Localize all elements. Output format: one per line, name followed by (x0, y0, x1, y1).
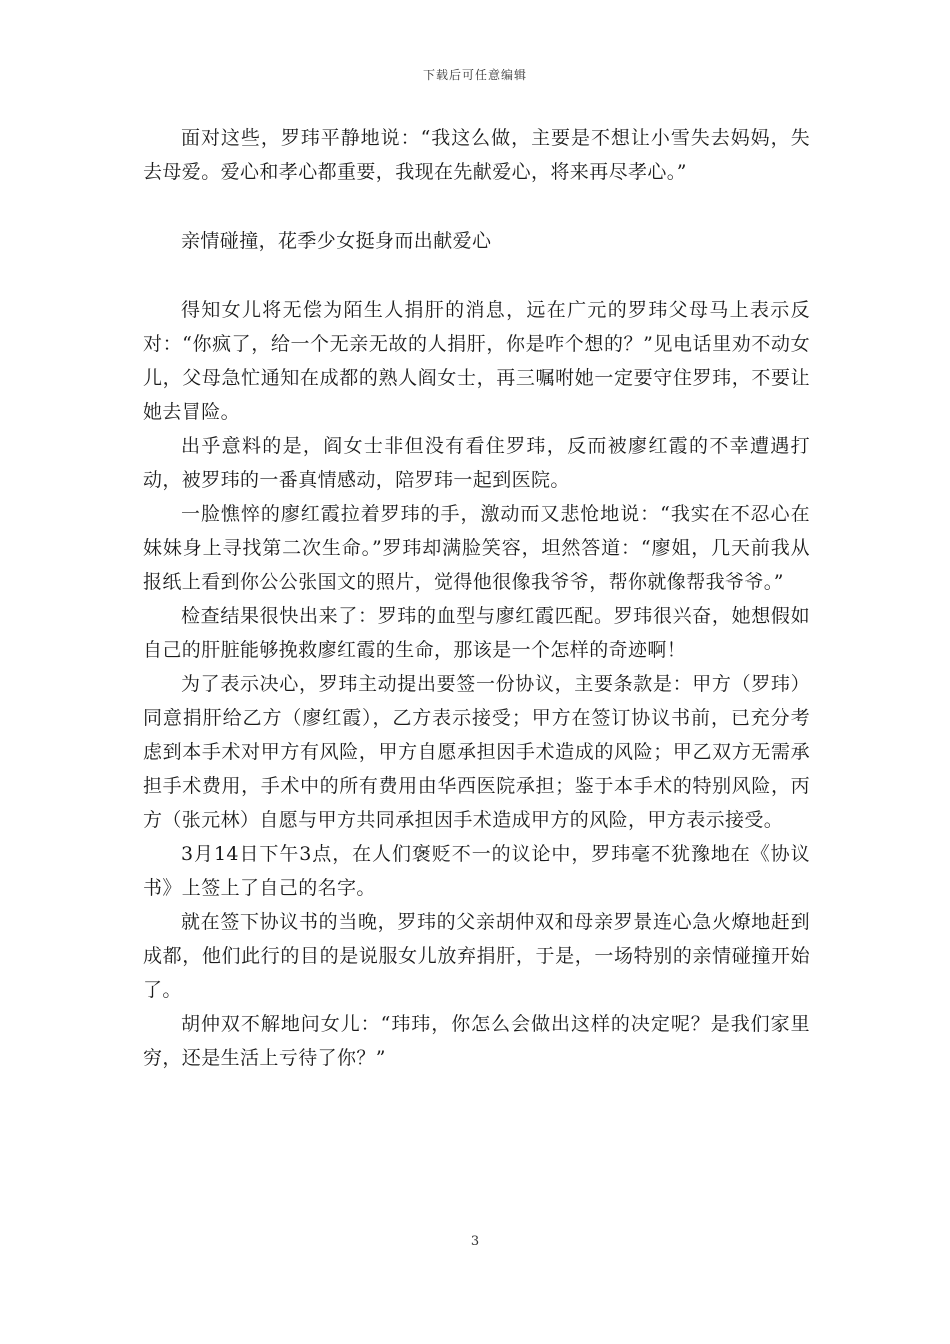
paragraph-gap (143, 258, 810, 293)
paragraph-5: 检查结果很快出来了：罗玮的血型与廖红霞匹配。罗玮很兴奋，她想假如自己的肝脏能够挽救廖红霞的生命，那该是一个怎样的奇迹啊！ (143, 605, 810, 661)
page-header: 下载后可任意编辑 (422, 68, 527, 82)
document-body (143, 121, 810, 1075)
paragraph-1: 面对这些，罗玮平静地说：“我这么做，主要是不想让小雪失去妈妈，失去母爱。爱心和孝心都重要，我现在先献爱心，将来再尽孝心。” (143, 127, 810, 183)
paragraph-6: 为了表示决心，罗玮主动提出要签一份协议，主要条款是：甲方（罗玮）同意捐肝给乙方（廖红霞），乙方表示接受；甲方在签订协议书前，已充分考虑到本手术对甲方有风险，甲方自愿承担因手术造成的风险；甲乙双方无需承担手术费用，手术中的所有费用由华西医院承担；鉴于本手术的特别风险，丙方（张元林）自愿与甲方共同承担因手术造成甲方的风险，甲方表示接受。 (143, 673, 810, 831)
paragraph-7: 3月14日下午3点，在人们褒贬不一的议论中，罗玮毫不犹豫地在《协议书》上签上了自己的名字。 (143, 843, 810, 899)
paragraph-8: 就在签下协议书的当晚，罗玮的父亲胡仲双和母亲罗景连心急火燎地赶到成都，他们此行的目的是说服女儿放弃捐肝，于是，一场特别的亲情碰撞开始了。 (143, 911, 810, 1001)
paragraph-2: 得知女儿将无偿为陌生人捐肝的消息，远在广元的罗玮父母马上表示反对：“你疯了，给一个无亲无故的人捐肝，你是咋个想的？”见电话里劝不动女儿，父母急忙通知在成都的熟人阎女士，再三嘱咐她一定要守住罗玮，不要让她去冒险。 (143, 299, 810, 423)
page-number: 3 (470, 1234, 480, 1249)
paragraph-9: 胡仲双不解地问女儿：“玮玮，你怎么会做出这样的决定呢？是我们家里穷，还是生活上亏待了你？” (143, 1013, 810, 1069)
section-heading: 亲情碰撞，花季少女挺身而出献爱心 (181, 230, 492, 252)
paragraph-gap (143, 189, 810, 224)
paragraph-4: 一脸憔悴的廖红霞拉着罗玮的手，激动而又悲怆地说：“我实在不忍心在妹妹身上寻找第二次生命。”罗玮却满脸笑容，坦然答道：“廖姐，几天前我从报纸上看到你公公张国文的照片，觉得他很像我爷爷，帮你就像帮我爷爷。” (143, 503, 810, 593)
paragraph-3: 出乎意料的是，阎女士非但没有看住罗玮，反而被廖红霞的不幸遭遇打动，被罗玮的一番真情感动，陪罗玮一起到医院。 (143, 435, 810, 491)
